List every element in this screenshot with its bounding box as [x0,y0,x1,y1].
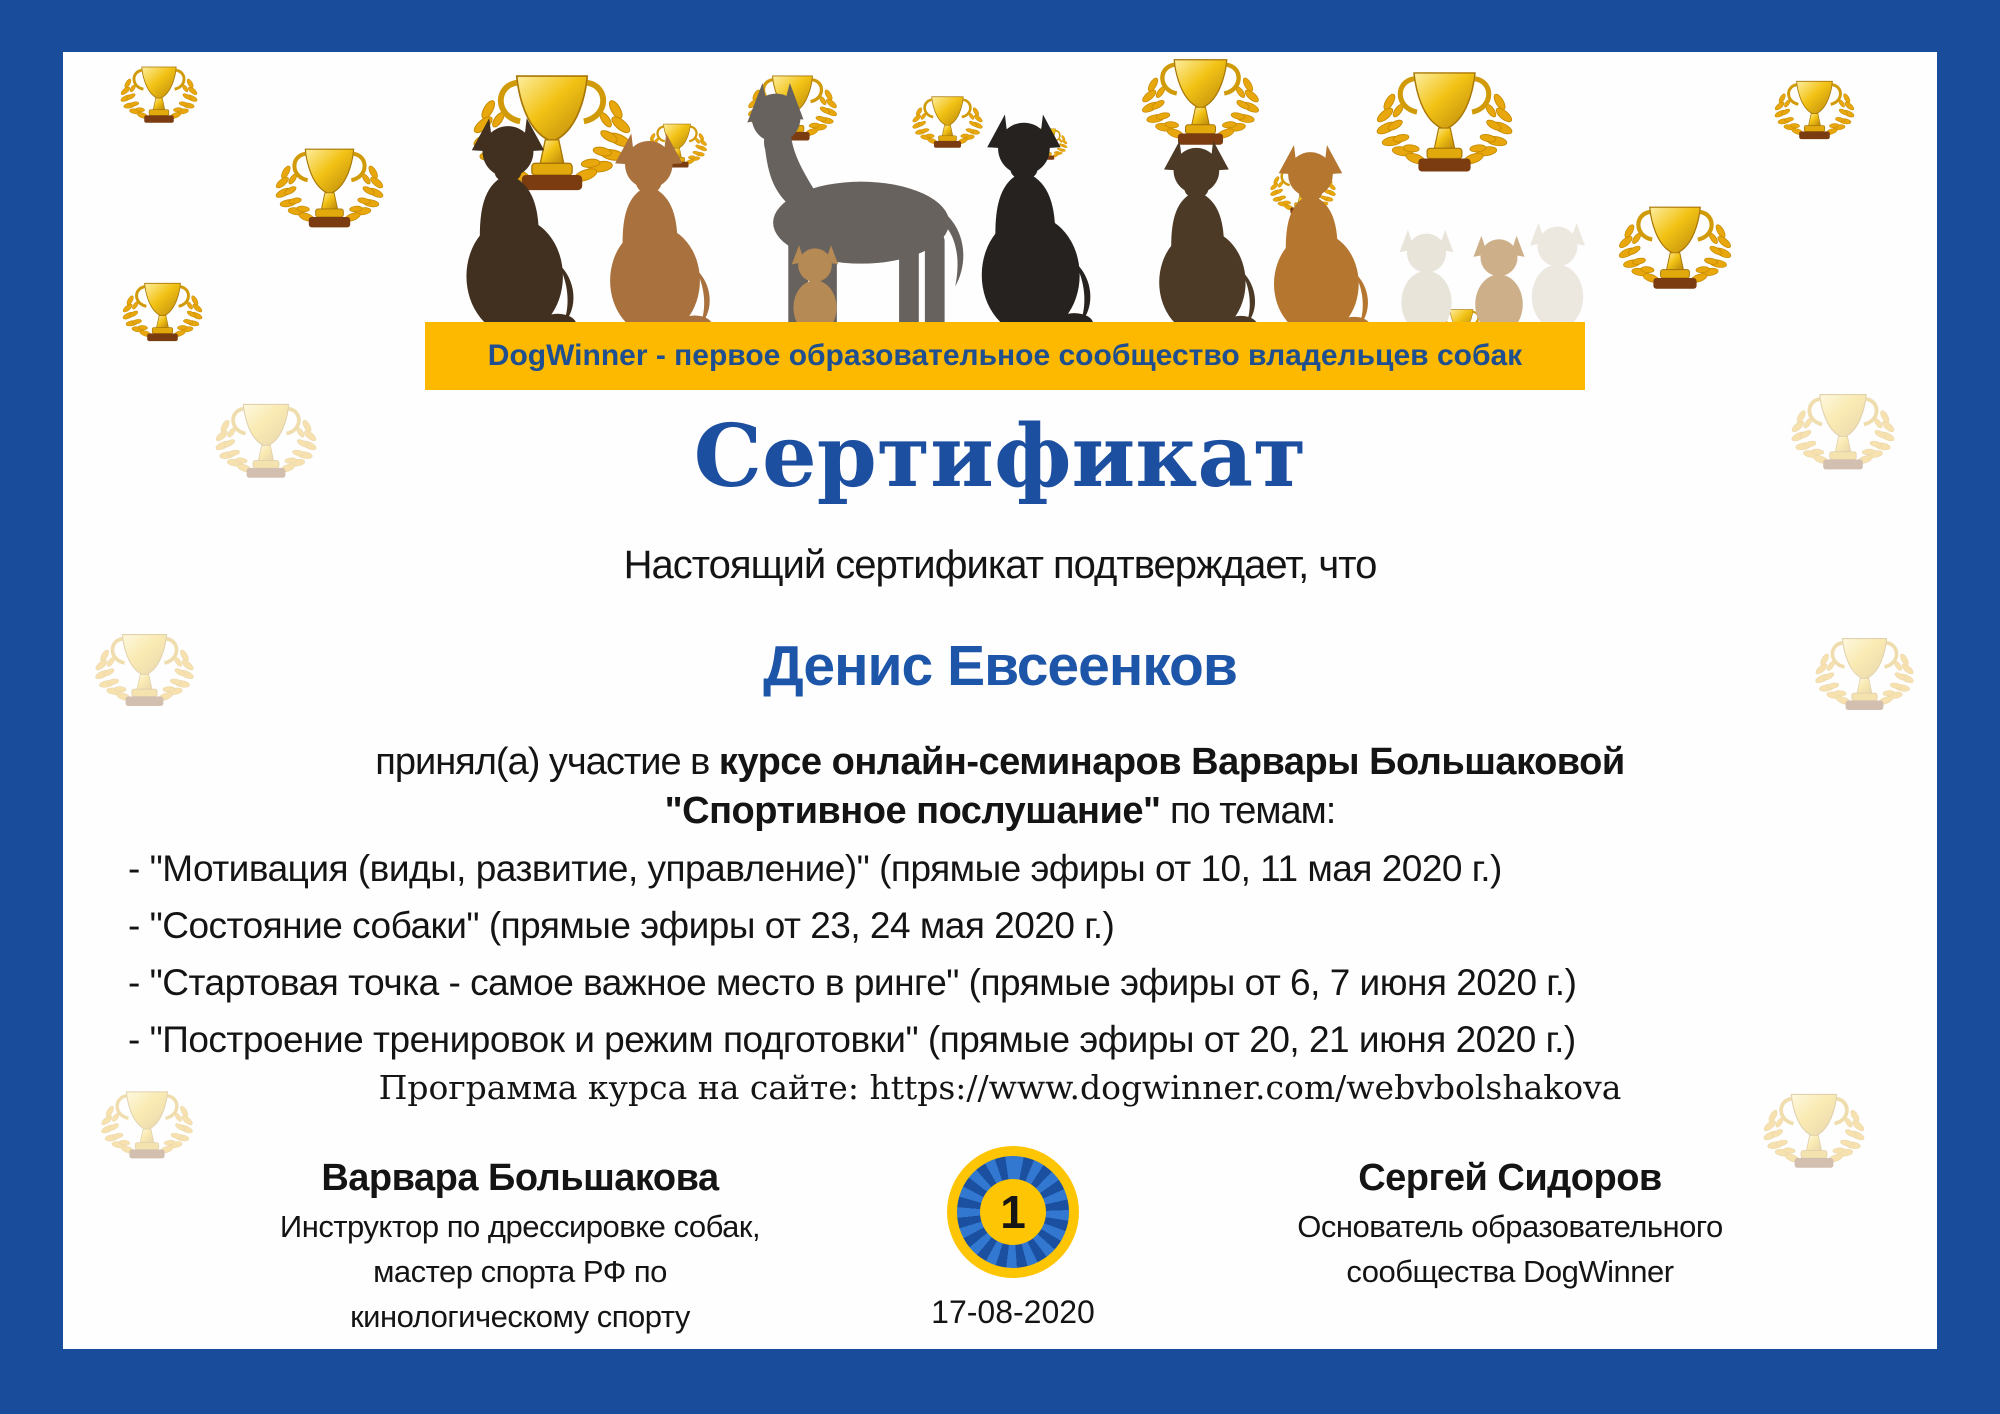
trophy-laurel-icon [118,62,200,136]
recipient-name: Денис Евсеенков [763,634,1237,698]
signer-left-role: мастер спорта РФ по [373,1254,667,1289]
topic-item: - "Мотивация (виды, развитие, управление)" (прямые эфиры от 10, 11 мая 2020 г.) [128,848,1502,889]
program-url: https://www.dogwinner.com/webvbolshakova [869,1068,1622,1107]
rosette-number: 1 [980,1179,1046,1245]
signer-right-role: Основатель образовательного [1297,1209,1723,1244]
award-rosette-badge [947,1146,1079,1278]
program-label: Программа курса на сайте: [378,1068,870,1107]
topics-list [128,840,1888,1068]
trophy-laurel-icon [272,142,387,246]
participation-line-2: "Спортивное послушание" по темам: [664,790,1336,832]
trophy-laurel-icon [1772,76,1857,153]
program-line [0,1066,2000,1110]
signer-right-name: Сергей Сидоров [1358,1157,1662,1199]
topic-item: - "Состояние собаки" (прямые эфиры от 23, 24 мая 2020 г.) [128,905,1115,946]
topic-item: - "Построение тренировок и режим подготовки" (прямые эфиры от 20, 21 июня 2020 г.) [128,1019,1576,1060]
certificate-date: 17-08-2020 [931,1294,1095,1330]
trophy-laurel-icon [120,278,205,355]
certificate-title: Сертификат [693,406,1307,507]
signer-left-role: кинологическому спорту [350,1299,690,1334]
signer-right [1205,1152,1815,1294]
signer-left-role: Инструктор по дрессировке собак, [279,1209,761,1244]
dogs-group-photo [430,76,1610,338]
participation-paragraph [0,738,2000,836]
signer-left [215,1152,825,1339]
topic-item: - "Стартовая точка - самое важное место в ринге" (прямые эфиры от 6, 7 июня 2020 г.) [128,962,1577,1003]
banner [425,322,1585,390]
certificate-subtitle: Настоящий сертификат подтверждает, что [623,543,1377,587]
participation-line-1: принял(а) участие в курсе онлайн-семинаров Варвары Большаковой [375,741,1625,783]
signer-left-name: Варвара Большакова [321,1157,719,1199]
banner-text: DogWinner - первое образовательное сообщество владельцев собак [487,339,1523,372]
trophy-laurel-icon [1615,200,1735,308]
signer-right-role: сообщества DogWinner [1346,1254,1674,1289]
